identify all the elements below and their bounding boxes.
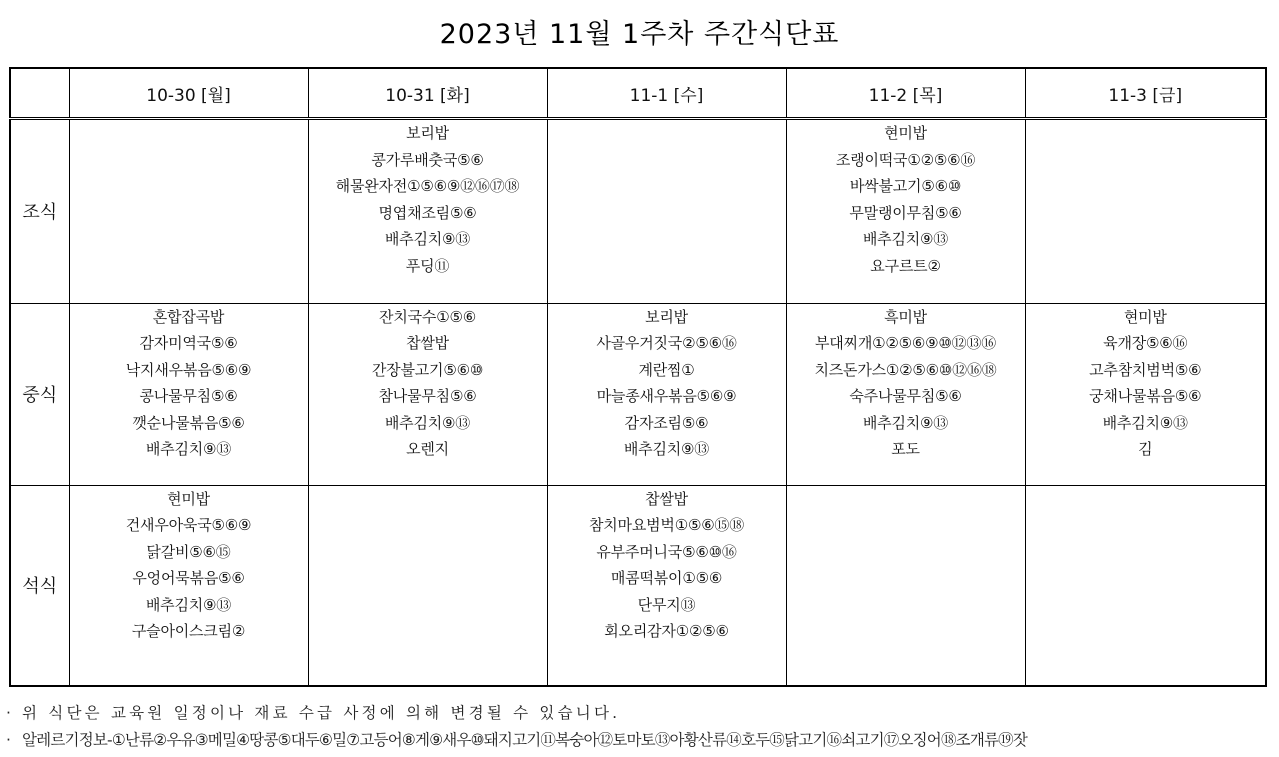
menu-item: 배추김치⑨⑬ [384,413,471,432]
menu-item: 배추김치⑨⑬ [623,440,710,459]
allergy-legend-text: 알레르기정보-①난류②우유③메밀④땅콩⑤대두⑥밀⑦고등어⑧게⑨새우⑩돼지고기⑪복숭아⑫토마토⑬아황산류⑭호두⑮닭고기⑯쇠고기⑰오징어⑱조개류⑲잣 [22,731,1028,749]
menu-item: 부대찌개①②⑤⑥⑨⑩⑫⑬⑯ [814,334,997,353]
lunch-row [10,303,1266,485]
menu-item: 고추참치범벅⑤⑥ [1089,360,1202,379]
weekly-menu-table [9,67,1267,687]
menu-cell [786,119,1025,304]
meal-label-lunch: 중식 [10,303,69,485]
menu-item: 배추김치⑨⑬ [862,230,949,248]
menu-item: 숙주나물무침⑤⑥ [849,387,962,406]
menu-item: 보리밥 [406,124,449,142]
day-header-mon: 10-30 [월] [69,68,308,119]
menu-item: 치즈돈가스①②⑤⑥⑩⑫⑯⑱ [814,360,997,379]
dinner-row [10,485,1266,686]
menu-item: 단무지⑬ [637,595,696,614]
menu-item: 찹쌀밥 [645,489,688,508]
menu-cell [547,485,786,686]
menu-item: 육개장⑤⑥⑯ [1103,334,1188,353]
menu-item: 요구르트② [870,256,941,275]
menu-item: 콩가루배춧국⑤⑥ [371,150,484,169]
menu-cell [1025,485,1266,686]
breakfast-row [10,119,1266,304]
menu-item: 혼합잡곡밥 [152,307,225,326]
menu-item: 구슬아이스크림② [131,622,246,641]
menu-item: 잔치국수①⑤⑥ [379,307,476,326]
menu-item: 깻순나물볶음⑤⑥ [132,413,245,432]
menu-item: 명엽채조림⑤⑥ [378,203,477,222]
menu-item: 배추김치⑨⑬ [145,595,232,614]
menu-item: 유부주머니국⑤⑥⑩⑯ [596,542,737,561]
menu-item: 간장불고기⑤⑥⑩ [371,360,484,379]
menu-item: 마늘종새우볶음⑤⑥⑨ [596,387,737,406]
menu-item: 참나물무침⑤⑥ [378,387,477,406]
menu-item: 오렌지 [406,440,449,459]
menu-item: 콩나물무침⑤⑥ [139,387,238,406]
menu-item: 김 [1138,440,1153,459]
menu-item: 계란찜① [638,360,695,379]
menu-item: 궁채나물볶음⑤⑥ [1089,387,1202,406]
menu-cell [547,303,786,485]
menu-cell [308,119,547,304]
menu-cell [1025,119,1266,304]
menu-item: 포도 [891,440,920,459]
menu-item: 우엉어묵볶음⑤⑥ [132,569,245,588]
menu-item: 건새우아욱국⑤⑥⑨ [125,516,252,535]
corner-cell [10,68,69,119]
menu-cell [547,119,786,304]
menu-cell [786,485,1025,686]
menu-item: 배추김치⑨⑬ [862,413,949,432]
meal-label-dinner: 석식 [10,485,69,686]
menu-cell [69,485,308,686]
menu-item: 배추김치⑨⑬ [145,440,232,459]
bullet: · [6,731,11,749]
footnote-allergy-info [6,729,1274,756]
day-header-fri: 11-3 [금] [1025,68,1266,119]
menu-item: 보리밥 [645,307,688,326]
menu-item: 회오리감자①②⑤⑥ [604,622,729,641]
menu-item: 찹쌀밥 [406,334,449,353]
menu-item: 해물완자전①⑤⑥⑨⑫⑯⑰⑱ [335,177,520,195]
menu-item: 푸딩⑪ [405,256,450,275]
menu-cell [308,485,547,686]
menu-item: 참치마요범벅①⑤⑥⑮⑱ [588,516,745,535]
menu-item: 조랭이떡국①②⑤⑥⑯ [835,150,976,169]
menu-item: 낙지새우볶음⑤⑥⑨ [125,360,252,379]
footnote-schedule-change [6,702,1274,729]
menu-item: 감자미역국⑤⑥ [139,334,238,353]
menu-item: 매콤떡볶이①⑤⑥ [610,569,723,588]
menu-cell [786,303,1025,485]
day-header-thu: 11-2 [목] [786,68,1025,119]
menu-item: 감자조림⑤⑥ [624,413,709,432]
menu-item: 현미밥 [1123,307,1167,326]
meal-label-breakfast: 조식 [10,119,69,304]
footnotes [6,702,1274,756]
menu-item: 바싹불고기⑤⑥⑩ [849,177,962,195]
header-row [10,68,1266,119]
menu-cell [69,119,308,304]
menu-item: 사골우거짓국②⑤⑥⑯ [596,334,737,353]
menu-item: 무말랭이무침⑤⑥ [849,203,962,222]
page-title: 2023년 11월 1주차 주간식단표 [439,19,840,50]
day-header-wed: 11-1 [수] [547,68,786,119]
menu-item: 닭갈비⑤⑥⑮ [146,542,231,561]
menu-item: 흑미밥 [884,307,927,326]
menu-cell [1025,303,1266,485]
menu-cell [308,303,547,485]
menu-item: 현미밥 [167,489,210,508]
day-header-tue: 10-31 [화] [308,68,547,119]
menu-item: 배추김치⑨⑬ [384,230,471,248]
footnote-text: 위 식단은 교육원 일정이나 재료 수급 사정에 의해 변경될 수 있습니다. [22,704,621,722]
menu-item: 배추김치⑨⑬ [1102,413,1188,432]
menu-item: 현미밥 [884,124,927,142]
bullet: · [6,704,11,722]
menu-cell [69,303,308,485]
